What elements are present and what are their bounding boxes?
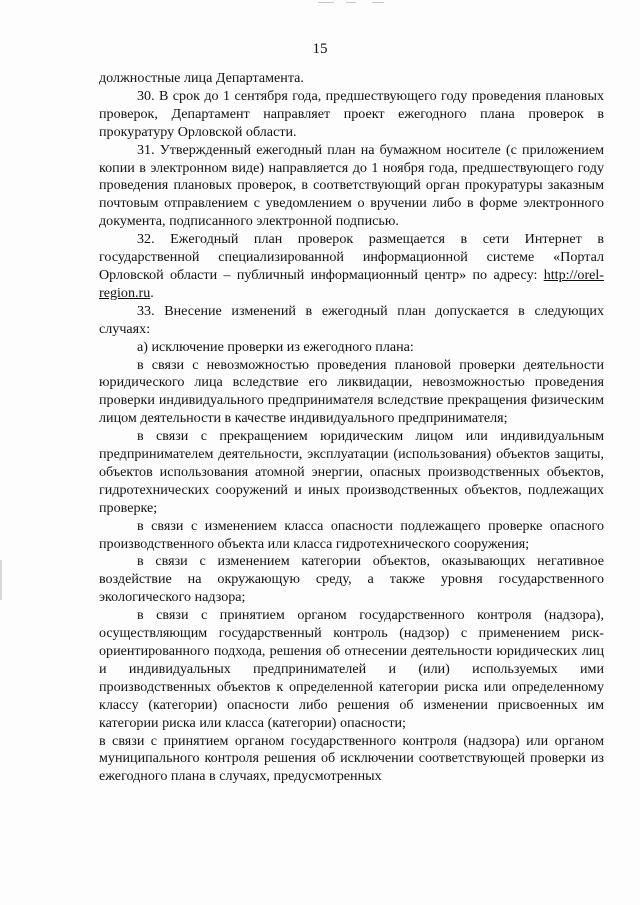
- document-body: [99, 70, 604, 786]
- paragraph-with-link: [99, 231, 604, 303]
- paragraph-text: .: [150, 284, 154, 301]
- paragraph: в связи с невозможностью проведения плановой проверки деятельности юридического лица вследствие его ликвидации, невозможностью проведения проверки индивидуального предпринимателя вследствие прекращения физическим лицом деятельности в качестве индивидуального предпринимателя;: [99, 356, 604, 427]
- paragraph: в связи с изменением класса опасности подлежащего проверке опасного производственного объекта или класса гидротехнического сооружения;: [99, 517, 604, 552]
- scan-artifact: [372, 2, 384, 3]
- paragraph: в связи с принятием органом государственного контроля (надзора) или органом муниципального контроля решения об исключении соответствующей проверки из ежегодного плана в случаях, предусмотренных: [99, 732, 604, 785]
- portal-link[interactable]: http://orel-region.ru: [99, 266, 604, 301]
- paragraph: 33. Внесение изменений в ежегодный план допускается в следующих случаях:: [99, 302, 604, 337]
- paragraph: в связи с принятием органом государственного контроля (надзора), осуществляющим государственный контроль (надзор) с применением риск-ориентированного подхода, решения об отнесении деятельности юридических лиц и индивидуальных предпринимателей и (или) используемых ими производственных объектов к определенной категории риска или определенному классу (категории) опасности либо решения об изменении присвоенных им категории риска или класса (категории) опасности;: [99, 607, 604, 731]
- paragraph: должностные лица Департамента.: [99, 70, 304, 86]
- paragraph: а) исключение проверки из ежегодного плана:: [137, 338, 414, 355]
- paragraph: 31. Утвержденный ежегодный план на бумажном носителе (с приложением копии в электронном виде) направляется до 1 ноября года, предшествующего году проведения плановых проверок, в соответствующий орган прокуратуры заказным почтовым отправлением с уведомлением о вручении либо в форме электронного документа, подписанного электронной подписью.: [99, 141, 604, 230]
- scan-artifact: [318, 2, 334, 3]
- page-number: 15: [312, 41, 328, 57]
- paragraph: 30. В срок до 1 сентября года, предшествующего году проведения плановых проверок, Департамент направляет проект ежегодного плана проверок в прокуратуру Орловской области.: [99, 87, 604, 140]
- paragraph-text: 32. Ежегодный план проверок размещается в сети Интернет в государственной специализированной информационной системе «Портал Орловской области – публичный информационный центр» по адресу:: [99, 231, 604, 283]
- paragraph: в связи с изменением категории объектов, оказывающих негативное воздействие на окружающую среду, а также уровня государственного экологического надзора;: [99, 553, 604, 606]
- scan-edge-artifact: [0, 560, 2, 600]
- paragraph: в связи с прекращением юридическим лицом или индивидуальным предпринимателем деятельности, эксплуатации (использования) объектов защиты, объектов использования атомной энергии, опасных производственных объектов, гидротехнических сооружений и иных производственных объектов, подлежащих проверке;: [99, 428, 604, 516]
- scan-artifact: [346, 2, 356, 3]
